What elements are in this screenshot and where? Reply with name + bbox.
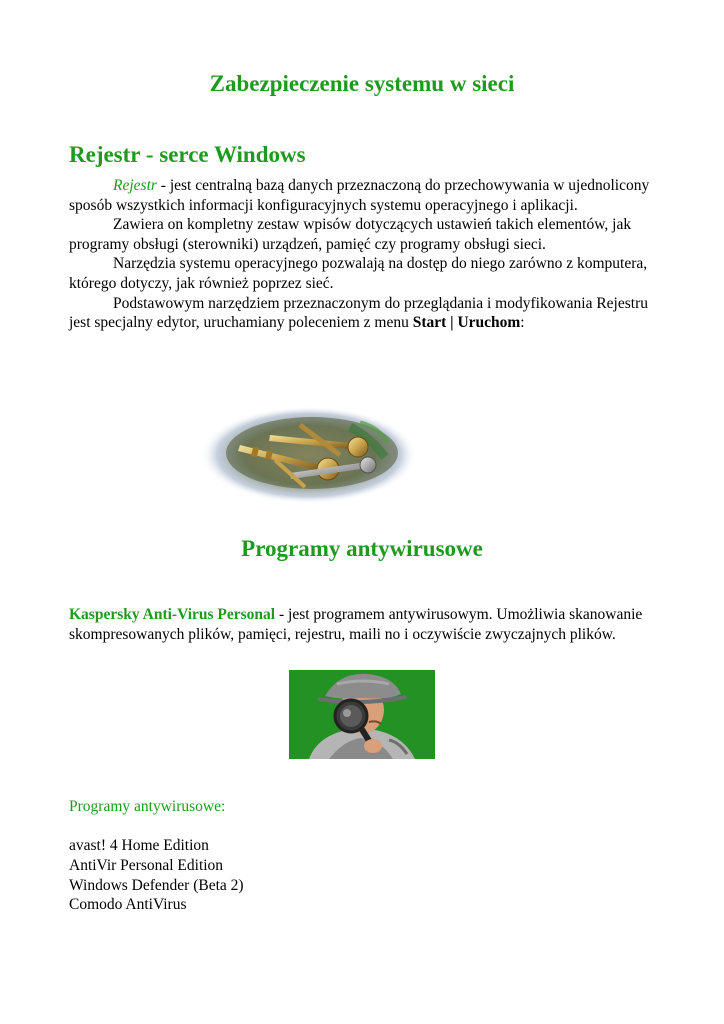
antivirus-program-list xyxy=(69,836,244,915)
registry-body xyxy=(69,176,669,333)
registry-paragraph-1 xyxy=(69,176,669,215)
list-item: Windows Defender (Beta 2) xyxy=(69,876,244,894)
document-title: Zabezpieczenie systemu w sieci xyxy=(209,71,515,96)
keys-illustration xyxy=(200,405,418,505)
registry-paragraph-4 xyxy=(69,294,669,333)
start-run-menu-path: Start | Uruchom xyxy=(412,314,521,332)
antivirus-list-heading: Programy antywirusowe: xyxy=(69,798,226,815)
kaspersky-description: - jest programem antywirusowym. Umożliwia skanowanie skompresowanych plików, pamięci, rejestru, maili no i oczywiście zwyczajnych plików. xyxy=(69,606,643,643)
kaspersky-name: Kaspersky Anti-Virus Personal xyxy=(69,606,276,623)
kaspersky-paragraph xyxy=(69,605,669,644)
kaspersky-text xyxy=(69,605,669,644)
list-item: AntiVir Personal Edition xyxy=(69,856,224,874)
list-item: Comodo AntiVirus xyxy=(69,896,187,914)
antivirus-heading: Programy antywirusowe xyxy=(241,536,483,561)
registry-paragraph-3: Narzędzia systemu operacyjnego pozwalają na dostęp do niego zarówno z komputera, którego dotyczy, jak również poprzez sieć. xyxy=(69,255,648,292)
registry-heading: Rejestr - serce Windows xyxy=(69,142,306,167)
registry-paragraph-1-text: - jest centralną bazą danych przeznaczoną do przechowywania w ujednolicony sposób wszystkich informacji konfiguracyjnych systemu operacyjnego i aplikacji. xyxy=(69,177,650,214)
registry-paragraph-4-text: Podstawowym narzędziem przeznaczonym do przeglądania i modyfikowania Rejestru jest specjalny edytor, uruchamiany poleceniem z menu xyxy=(69,294,648,332)
registry-paragraph-2: Zawiera on kompletny zestaw wpisów dotyczących ustawień takich elementów, jak programy obsługi (sterowniki) urządzeń, pamięć czy programy obsługi sieci. xyxy=(69,216,632,253)
list-item: avast! 4 Home Edition xyxy=(69,837,209,854)
detective-illustration xyxy=(289,670,435,759)
registry-term: Rejestr xyxy=(113,177,157,194)
registry-paragraph-4-end: : xyxy=(520,314,525,332)
